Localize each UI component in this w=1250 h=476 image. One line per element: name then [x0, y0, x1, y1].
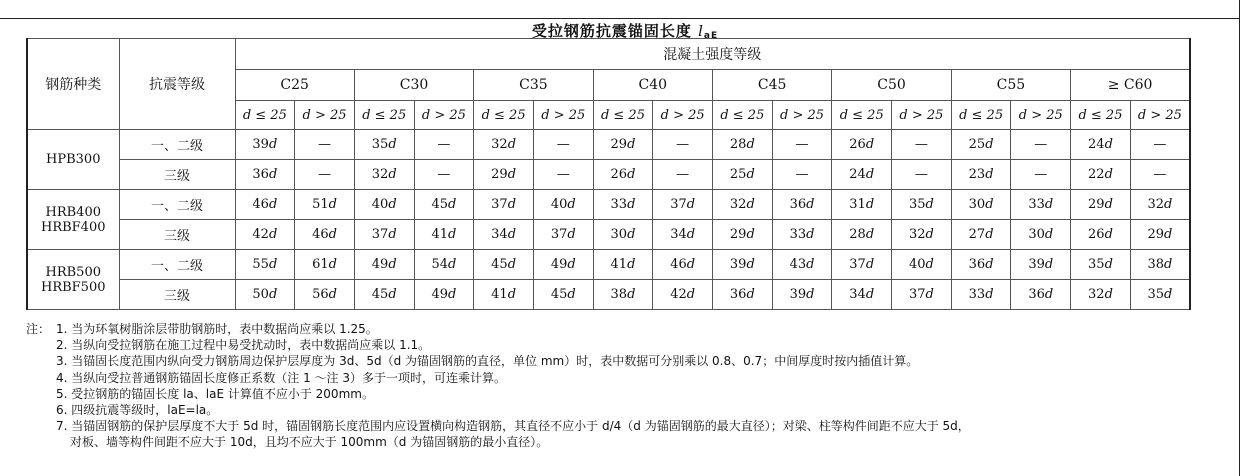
grade-header: C35: [474, 70, 593, 101]
value-cell: 37d: [474, 190, 534, 220]
value-cell: 35d: [892, 190, 952, 220]
value-cell: 46d: [295, 220, 355, 250]
value-cell: 46d: [235, 190, 295, 220]
value-cell: —: [533, 160, 593, 190]
value-cell: 42d: [653, 280, 713, 310]
value-cell: 40d: [354, 190, 414, 220]
value-cell: 31d: [832, 190, 892, 220]
grade-header: C50: [832, 70, 951, 101]
value-cell: 37d: [533, 220, 593, 250]
value-cell: 26d: [593, 160, 653, 190]
seismic-level-cell: 三级: [119, 280, 235, 310]
value-cell: 45d: [414, 190, 474, 220]
value-cell: 33d: [593, 190, 653, 220]
value-cell: —: [1130, 130, 1190, 160]
value-cell: —: [1011, 130, 1071, 160]
diameter-small-header: d ≤ 25: [1071, 101, 1131, 130]
diameter-small-header: d ≤ 25: [235, 101, 295, 130]
value-cell: 24d: [1071, 130, 1131, 160]
top-border: [0, 18, 1240, 19]
diameter-large-header: d > 25: [414, 101, 474, 130]
value-cell: 36d: [235, 160, 295, 190]
value-cell: 29d: [1071, 190, 1131, 220]
value-cell: 29d: [713, 220, 773, 250]
value-cell: 39d: [713, 250, 773, 280]
value-cell: —: [653, 130, 713, 160]
value-cell: 46d: [653, 250, 713, 280]
diameter-small-header: d ≤ 25: [593, 101, 653, 130]
value-cell: —: [414, 160, 474, 190]
diameter-large-header: d > 25: [1011, 101, 1071, 130]
note-4: 4. 当纵向受拉普通钢筋锚固长度修正系数（注 1 ～注 3）多于一项时，可连乘计算。: [56, 370, 506, 385]
value-cell: 28d: [713, 130, 773, 160]
grade-header: C55: [951, 70, 1070, 101]
value-cell: 36d: [951, 250, 1011, 280]
value-cell: 54d: [414, 250, 474, 280]
diameter-small-header: d ≤ 25: [832, 101, 892, 130]
diameter-large-header: d > 25: [772, 101, 832, 130]
value-cell: 29d: [474, 160, 534, 190]
value-cell: —: [1130, 160, 1190, 190]
value-cell: 50d: [235, 280, 295, 310]
value-cell: 38d: [1130, 250, 1190, 280]
value-cell: 34d: [832, 280, 892, 310]
note-7: 7. 当锚固钢筋的保护层厚度不大于 5d 时，锚固钢筋长度范围内应设置横向构造钢筋，其直径不应小于 d/4（d 为锚固钢筋的最大直径）；对梁、柱等构件间距不应大于 5d，: [56, 419, 970, 434]
note-7-continued: 对板、墙等构件间距不应大于 10d，且均不应大于 100mm（d 为锚固钢筋的最小直径）。: [70, 435, 549, 450]
diameter-small-header: d ≤ 25: [354, 101, 414, 130]
notes-section: [26, 321, 1216, 451]
value-cell: 32d: [1071, 280, 1131, 310]
diameter-small-header: d ≤ 25: [951, 101, 1011, 130]
note-6: 6. 四级抗震等级时，laE=la。: [56, 403, 219, 418]
table-title-text: 受拉钢筋抗震锚固长度: [531, 22, 699, 40]
diameter-large-header: d > 25: [533, 101, 593, 130]
value-cell: 45d: [533, 280, 593, 310]
value-cell: 45d: [354, 280, 414, 310]
value-cell: 49d: [414, 280, 474, 310]
value-cell: 35d: [1071, 250, 1131, 280]
value-cell: 30d: [951, 190, 1011, 220]
value-cell: 34d: [653, 220, 713, 250]
value-cell: 33d: [1011, 190, 1071, 220]
table-row: [27, 190, 1190, 220]
value-cell: 25d: [951, 130, 1011, 160]
note-2: 2. 当纵向受拉钢筋在施工过程中易受扰动时，表中数据尚应乘以 1.1。: [56, 338, 431, 353]
value-cell: 32d: [474, 130, 534, 160]
diameter-large-header: d > 25: [295, 101, 355, 130]
value-cell: 40d: [533, 190, 593, 220]
diameter-large-header: d > 25: [1130, 101, 1190, 130]
value-cell: 22d: [1071, 160, 1131, 190]
value-cell: 41d: [414, 220, 474, 250]
grade-header: C25: [235, 70, 354, 101]
table-title-subscript: aE: [703, 31, 719, 41]
anchorage-length-table: [26, 38, 1191, 310]
grade-header: C45: [713, 70, 832, 101]
value-cell: 32d: [354, 160, 414, 190]
value-cell: 61d: [295, 250, 355, 280]
value-cell: 28d: [832, 220, 892, 250]
value-cell: 36d: [772, 190, 832, 220]
diameter-large-header: d > 25: [892, 101, 952, 130]
value-cell: 32d: [892, 220, 952, 250]
value-cell: —: [295, 160, 355, 190]
value-cell: 55d: [235, 250, 295, 280]
value-cell: 37d: [832, 250, 892, 280]
seismic-level-cell: 一、二级: [119, 250, 235, 280]
note-1: 注： 1. 当为环氧树脂涂层带肋钢筋时，表中数据尚应乘以 1.25。: [26, 322, 378, 336]
value-cell: 41d: [474, 280, 534, 310]
value-cell: 24d: [832, 160, 892, 190]
value-cell: 43d: [772, 250, 832, 280]
value-cell: —: [772, 160, 832, 190]
value-cell: 41d: [593, 250, 653, 280]
steel-type-label: HPB300: [46, 152, 101, 167]
seismic-level-cell: 一、二级: [119, 190, 235, 220]
grade-header: C30: [354, 70, 473, 101]
value-cell: 32d: [1130, 190, 1190, 220]
diameter-small-header: d ≤ 25: [474, 101, 534, 130]
table-row: [27, 250, 1190, 280]
value-cell: 27d: [951, 220, 1011, 250]
value-cell: 38d: [593, 280, 653, 310]
value-cell: —: [892, 160, 952, 190]
col-header-seismic-grade: 抗震等级: [119, 39, 235, 130]
value-cell: 33d: [951, 280, 1011, 310]
value-cell: 35d: [1130, 280, 1190, 310]
value-cell: —: [1011, 160, 1071, 190]
value-cell: —: [653, 160, 713, 190]
seismic-level-cell: 三级: [119, 220, 235, 250]
value-cell: —: [533, 130, 593, 160]
table-title-symbol: l: [698, 22, 704, 40]
col-header-concrete-grade: 混凝土强度等级: [235, 39, 1190, 70]
seismic-level-cell: 三级: [119, 160, 235, 190]
note-3: 3. 当锚固长度范围内纵向受力钢筋周边保护层厚度为 3d、5d（d 为锚固钢筋的直径，单位 mm）时，表中数据可分别乘以 0.8、0.7；中间厚度时按内插值计算。: [56, 354, 919, 369]
value-cell: 39d: [1011, 250, 1071, 280]
notes-prefix: 注：: [26, 322, 51, 336]
value-cell: 34d: [474, 220, 534, 250]
steel-type-label: HRBF500: [40, 279, 106, 295]
diameter-small-header: d ≤ 25: [713, 101, 773, 130]
value-cell: 42d: [235, 220, 295, 250]
value-cell: 45d: [474, 250, 534, 280]
table-row: [27, 160, 1190, 190]
col-header-steel-type: 钢筋种类: [27, 39, 119, 130]
value-cell: 37d: [653, 190, 713, 220]
table-row: [27, 280, 1190, 310]
value-cell: 26d: [1071, 220, 1131, 250]
value-cell: 23d: [951, 160, 1011, 190]
steel-type-label: HRBF400: [40, 219, 106, 235]
value-cell: 36d: [1011, 280, 1071, 310]
value-cell: 56d: [295, 280, 355, 310]
grade-header: C40: [593, 70, 712, 101]
steel-type-label: HRB400: [45, 204, 101, 220]
value-cell: 37d: [354, 220, 414, 250]
value-cell: 30d: [593, 220, 653, 250]
value-cell: 29d: [593, 130, 653, 160]
steel-type-cell: [27, 250, 119, 310]
diameter-large-header: d > 25: [653, 101, 713, 130]
value-cell: —: [772, 130, 832, 160]
value-cell: 49d: [533, 250, 593, 280]
value-cell: —: [892, 130, 952, 160]
note-5: 5. 受拉钢筋的锚固长度 la、laE 计算值不应小于 200mm。: [56, 386, 374, 401]
value-cell: 40d: [892, 250, 952, 280]
steel-type-cell: [27, 130, 119, 190]
grade-header: ≥ C60: [1071, 70, 1190, 101]
table-row: [27, 130, 1190, 160]
value-cell: 51d: [295, 190, 355, 220]
table-row: [27, 220, 1190, 250]
header-row-concrete: [27, 39, 1190, 70]
value-cell: 35d: [354, 130, 414, 160]
value-cell: —: [295, 130, 355, 160]
value-cell: 26d: [832, 130, 892, 160]
steel-type-label: HRB500: [45, 264, 101, 280]
right-border: [1239, 0, 1240, 476]
value-cell: 25d: [713, 160, 773, 190]
value-cell: 30d: [1011, 220, 1071, 250]
value-cell: 29d: [1130, 220, 1190, 250]
value-cell: —: [414, 130, 474, 160]
value-cell: 39d: [235, 130, 295, 160]
value-cell: 49d: [354, 250, 414, 280]
value-cell: 33d: [772, 220, 832, 250]
value-cell: 32d: [713, 190, 773, 220]
steel-type-cell: [27, 190, 119, 250]
value-cell: 37d: [892, 280, 952, 310]
value-cell: 39d: [772, 280, 832, 310]
value-cell: 36d: [713, 280, 773, 310]
seismic-level-cell: 一、二级: [119, 130, 235, 160]
